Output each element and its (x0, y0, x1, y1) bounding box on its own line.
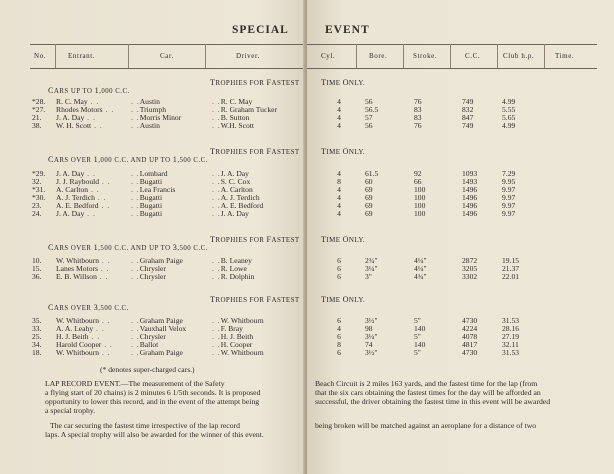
cylinders: 4 (337, 105, 341, 114)
entrant-name: Rhodes Motors . . (56, 105, 115, 114)
bore: 74 (365, 340, 373, 349)
entry-number: 24. (32, 209, 42, 218)
spec-row (307, 333, 607, 341)
driver-name: . .H. Cooper (212, 340, 253, 349)
spec-row (307, 106, 607, 114)
stroke: 4¼" (414, 264, 427, 273)
driver-name: . .W.H. Scott (212, 121, 254, 130)
col-header-no: No. (34, 52, 47, 60)
bore: 3" (365, 272, 372, 281)
driver-name: . .W. Whitbourn (212, 348, 264, 357)
cubic-capacity: 4078 (462, 332, 478, 341)
col-header-car: Car. (160, 52, 174, 60)
stroke: 83 (414, 113, 422, 122)
bore: 61.5 (365, 169, 379, 178)
lap-record-line-6: laps. A special trophy will also be awarded for the winner of this event. (45, 430, 264, 439)
car-name: . .Lea Francis (131, 185, 176, 194)
car-name: . .Lombard (131, 169, 168, 178)
entrant-name: W. H. Scott . . (56, 121, 103, 130)
entrant-name: R. C. May . . (56, 97, 100, 106)
cylinders: 4 (337, 97, 341, 106)
cubic-capacity: 1496 (462, 193, 478, 202)
stroke: 140 (414, 324, 426, 333)
col-header-bore: Bore. (369, 52, 388, 60)
cubic-capacity: 1093 (462, 169, 478, 178)
col-divider (356, 44, 357, 68)
trophies-label: TROPHIES FOR FASTEST (210, 147, 300, 156)
club-hp: 22.01 (502, 272, 520, 281)
cubic-capacity: 4817 (462, 340, 478, 349)
col-divider (497, 44, 498, 68)
car-name: . .Graham Paige (131, 316, 183, 325)
entry-number: *28. (32, 97, 46, 106)
cubic-capacity: 1496 (462, 209, 478, 218)
lap-record-right-line-1: Beach Circuit is 2 miles 163 yards, and the fastest time for the lap (from (315, 379, 538, 388)
bore: 56 (365, 121, 373, 130)
col-divider (450, 44, 451, 68)
driver-name: . .A. Carlton (212, 185, 253, 194)
cylinders: 4 (337, 185, 341, 194)
cubic-capacity: 3302 (462, 272, 478, 281)
cylinders: 4 (337, 201, 341, 210)
header-top-rule (30, 44, 305, 45)
cubic-capacity: 4224 (462, 324, 478, 333)
stroke: 100 (414, 201, 426, 210)
entry-number: 18. (32, 348, 42, 357)
driver-name: . .R. C. May (212, 97, 253, 106)
driver-name: . .W. Whitbourn (212, 316, 264, 325)
entrant-name: A. A. Leahy . . (56, 324, 105, 333)
cubic-capacity: 1493 (462, 177, 478, 186)
cubic-capacity: 2872 (462, 256, 478, 265)
spec-row (307, 349, 607, 357)
cylinders: 6 (337, 272, 341, 281)
car-name: . .Chrysler (131, 332, 166, 341)
col-header-stroke: Stroke. (413, 52, 438, 60)
entry-number: 33. (32, 324, 42, 333)
entry-number: 21. (32, 113, 42, 122)
cubic-capacity: 832 (462, 105, 474, 114)
stroke: 140 (414, 340, 426, 349)
stroke: 100 (414, 185, 426, 194)
entry-number: 36. (32, 272, 42, 281)
bore: 3½" (365, 316, 378, 325)
stroke: 4¾" (414, 272, 427, 281)
spec-row (307, 186, 607, 194)
cylinders: 8 (337, 340, 341, 349)
car-name: . .Bugatti (131, 193, 163, 202)
driver-name: . .A. E. Bedford (212, 201, 264, 210)
entry-number: 10. (32, 256, 42, 265)
entrant-name: A. Carlton . . (56, 185, 100, 194)
lap-record-line-4: a special trophy. (45, 406, 96, 415)
header-top-rule (307, 44, 597, 45)
entry-number: *30. (32, 193, 46, 202)
cubic-capacity: 4730 (462, 348, 478, 357)
cylinders: 4 (337, 121, 341, 130)
spec-row (307, 202, 607, 210)
entrant-name: A. J. Terdich . . (56, 193, 107, 202)
driver-name: . .R. Graham Tucker (212, 105, 278, 114)
stroke: 66 (414, 177, 422, 186)
right-page (307, 0, 614, 474)
stroke: 5" (414, 348, 421, 357)
cylinders: 6 (337, 332, 341, 341)
lap-record-line-5: The car securing the fastest time irrespective of the lap record (50, 421, 240, 430)
entry-number: *27. (32, 105, 46, 114)
col-header-driver: Driver. (236, 52, 260, 60)
club-hp: 32.11 (502, 340, 519, 349)
car-name: . .Bugatti (131, 177, 163, 186)
car-name: . .Morris Minor (131, 113, 182, 122)
cubic-capacity: 749 (462, 121, 474, 130)
entrant-name: W. Whitbourn . . (56, 348, 111, 357)
entry-row (0, 273, 305, 281)
entry-number: 15. (32, 264, 42, 273)
cylinders: 4 (337, 324, 341, 333)
spec-row (307, 122, 607, 130)
section-title: CARS OVER 3,500 C.C. (48, 303, 129, 312)
club-hp: 31.53 (502, 348, 520, 357)
club-hp: 9.97 (502, 209, 516, 218)
entrant-name: J. J. Raybould . . (56, 177, 111, 186)
time-only-label: TIME ONLY. (321, 78, 366, 87)
cubic-capacity: 1496 (462, 201, 478, 210)
entry-number: 32. (32, 177, 42, 186)
stroke: 83 (414, 105, 422, 114)
bore: 69 (365, 185, 373, 194)
spec-row (307, 273, 607, 281)
header-bottom-rule (307, 68, 597, 69)
entrant-name: H. J. Beith . . (56, 332, 101, 341)
trophies-label: TROPHIES FOR FASTEST (210, 295, 300, 304)
driver-name: . .R. Lowe (212, 264, 247, 273)
col-header-club-hp: Club h.p. (503, 52, 535, 60)
lap-record-line-3: opportunity to lower this record, and in the event of the attempt being (45, 397, 260, 406)
stroke: 100 (414, 193, 426, 202)
spec-row (307, 257, 607, 265)
stroke: 76 (414, 121, 422, 130)
entrant-name: Lanes Motors . . (56, 264, 110, 273)
entry-row (0, 122, 305, 130)
driver-name: . .R. Dolphin (212, 272, 255, 281)
page-title-right: EVENT (325, 24, 370, 36)
trophies-label: TROPHIES FOR FASTEST (210, 235, 300, 244)
col-divider (55, 44, 56, 68)
cubic-capacity: 3205 (462, 264, 478, 273)
col-header-entrant: Entrant. (68, 52, 96, 60)
entrant-name: E. B. Willson . . (56, 272, 109, 281)
bore: 3½" (365, 348, 378, 357)
club-hp: 28.16 (502, 324, 520, 333)
entrant-name: J. A. Day . . (56, 209, 96, 218)
cylinders: 6 (337, 256, 341, 265)
driver-name: . .J. A. Day (212, 209, 249, 218)
entry-row (0, 210, 305, 218)
bore: 69 (365, 201, 373, 210)
cylinders: 4 (337, 193, 341, 202)
left-page (0, 0, 305, 474)
trophies-label: TROPHIES FOR FASTEST (210, 78, 300, 87)
cylinders: 4 (337, 209, 341, 218)
cubic-capacity: 4730 (462, 316, 478, 325)
car-name: . .Graham Paige (131, 256, 183, 265)
section-title: CARS OVER 1,500 C.C. AND UP TO 3,500 C.C. (48, 243, 208, 252)
spec-row (307, 170, 607, 178)
supercharged-note: (* denotes super-charged cars.) (100, 365, 195, 374)
entrant-name: Harold Cooper . . (56, 340, 113, 349)
entrant-name: W. Whitbourn . . (56, 316, 111, 325)
entry-number: 38. (32, 121, 42, 130)
time-only-label: TIME ONLY. (321, 147, 366, 156)
spec-row (307, 341, 607, 349)
entry-number: *31. (32, 185, 46, 194)
club-hp: 9.97 (502, 185, 516, 194)
entry-number: 34. (32, 340, 42, 349)
club-hp: 31.53 (502, 316, 520, 325)
spec-row (307, 194, 607, 202)
entry-number: *29. (32, 169, 46, 178)
entry-number: 25. (32, 332, 42, 341)
cylinders: 6 (337, 348, 341, 357)
driver-name: . .B. Sutton (212, 113, 250, 122)
time-only-label: TIME ONLY. (321, 235, 366, 244)
col-header-time: Time. (555, 52, 575, 60)
cubic-capacity: 749 (462, 97, 474, 106)
bore: 56 (365, 97, 373, 106)
lap-record-line-2: a flying start of 20 chains) is 2 minutes 6 1/5th seconds. It is proposed (45, 388, 261, 397)
cylinders: 6 (337, 316, 341, 325)
club-hp: 4.99 (502, 121, 516, 130)
car-name: . .Bugatti (131, 201, 163, 210)
spec-row (307, 317, 607, 325)
car-name: . .Chrysler (131, 264, 166, 273)
club-hp: 27.19 (502, 332, 520, 341)
spec-row (307, 98, 607, 106)
stroke: 100 (414, 209, 426, 218)
driver-name: . .J. A. Day (212, 169, 249, 178)
spec-row (307, 114, 607, 122)
car-name: . .Chrysler (131, 272, 166, 281)
driver-name: . .A. J. Terdich (212, 193, 260, 202)
lap-record-line-1: LAP RECORD EVENT.—The measurement of the Safety (45, 379, 225, 388)
club-hp: 5.65 (502, 113, 516, 122)
cylinders: 6 (337, 264, 341, 273)
col-header-cc: C.C. (465, 52, 481, 60)
stroke: 76 (414, 97, 422, 106)
bore: 2¾" (365, 256, 378, 265)
club-hp: 21.37 (502, 264, 520, 273)
club-hp: 7.29 (502, 169, 516, 178)
entrant-name: J. A. Day . . (56, 169, 96, 178)
driver-name: . .S. C. Cox (212, 177, 251, 186)
club-hp: 5.55 (502, 105, 516, 114)
section-title: CARS OVER 1,000 C.C. AND UP TO 1,500 C.C. (48, 155, 208, 164)
cylinders: 4 (337, 113, 341, 122)
stroke: 4¼" (414, 256, 427, 265)
car-name: . .Austin (131, 121, 160, 130)
car-name: . .Ballot (131, 340, 159, 349)
lap-record-right-line-4: being broken will be matched against an aeroplane for a distance of two (315, 421, 537, 430)
car-name: . .Triumph (131, 105, 167, 114)
time-only-label: TIME ONLY. (321, 295, 366, 304)
spec-row (307, 210, 607, 218)
col-divider (128, 44, 129, 68)
car-name: . .Austin (131, 97, 160, 106)
lap-record-right-line-2: that the six cars obtaining the fastest times for the day will be afforded an (315, 388, 541, 397)
club-hp: 9.97 (502, 193, 516, 202)
stroke: 5" (414, 316, 421, 325)
col-divider (544, 44, 545, 68)
col-divider (205, 44, 206, 68)
bore: 56.5 (365, 105, 379, 114)
club-hp: 9.95 (502, 177, 516, 186)
spec-row (307, 178, 607, 186)
cylinders: 8 (337, 177, 341, 186)
lap-record-right-line-3: successful, the driver obtaining the fastest time in this event will be awarded (315, 397, 551, 406)
section-title: CARS UP TO 1,000 C.C. (48, 86, 130, 95)
bore: 3¼" (365, 264, 378, 273)
entry-number: 35. (32, 316, 42, 325)
entrant-name: A. E. Bedford . . (56, 201, 111, 210)
bore: 69 (365, 209, 373, 218)
bore: 3¼" (365, 332, 378, 341)
bore: 98 (365, 324, 373, 333)
entry-row (0, 349, 305, 357)
driver-name: . .B. Leaney (212, 256, 252, 265)
entrant-name: J. A. Day . . (56, 113, 96, 122)
header-bottom-rule (30, 68, 305, 69)
car-name: . .Bugatti (131, 209, 163, 218)
cylinders: 4 (337, 169, 341, 178)
cubic-capacity: 1496 (462, 185, 478, 194)
driver-name: . .H. J. Beith (212, 332, 254, 341)
bore: 60 (365, 177, 373, 186)
stroke: 5" (414, 332, 421, 341)
car-name: . .Vauxhall Velox (131, 324, 187, 333)
spec-row (307, 325, 607, 333)
spec-row (307, 265, 607, 273)
entrant-name: W. Whitbourn . . (56, 256, 111, 265)
col-divider (403, 44, 404, 68)
page-title-left: SPECIAL (232, 24, 289, 36)
club-hp: 19.15 (502, 256, 520, 265)
driver-name: . .F. Bray (212, 324, 243, 333)
bore: 57 (365, 113, 373, 122)
col-header-cyl: Cyl. (321, 52, 336, 60)
cubic-capacity: 847 (462, 113, 474, 122)
entry-number: 23. (32, 201, 42, 210)
stroke: 92 (414, 169, 422, 178)
club-hp: 4.99 (502, 97, 516, 106)
car-name: . .Graham Paige (131, 348, 183, 357)
club-hp: 9.97 (502, 201, 516, 210)
bore: 69 (365, 193, 373, 202)
